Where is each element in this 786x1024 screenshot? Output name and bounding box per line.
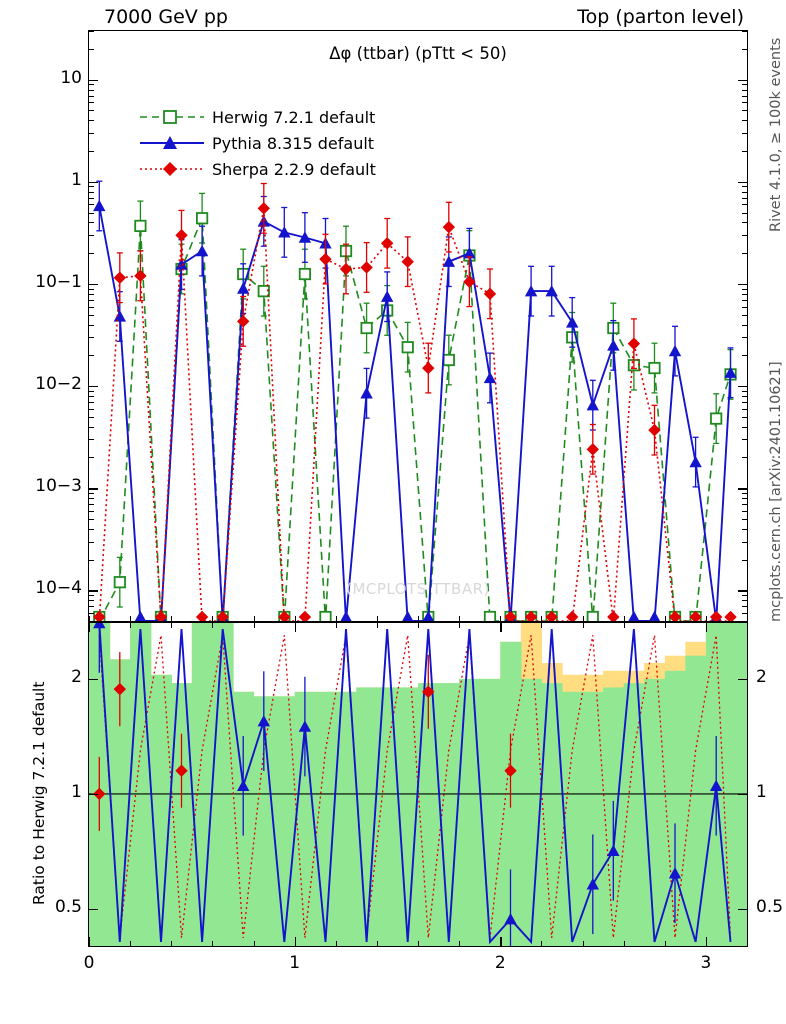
axis-tick — [742, 337, 747, 338]
watermark-label: (MCPLOTS TTBAR) — [346, 580, 490, 598]
axis-tick — [89, 679, 98, 680]
axis-tick — [89, 235, 94, 236]
axis-tick — [418, 623, 419, 628]
header-right: Top (parton level) — [577, 6, 744, 28]
axis-tick — [742, 307, 747, 308]
axis-tick — [89, 613, 94, 614]
axis-tick — [742, 529, 747, 530]
y-tick-label: 1 — [71, 169, 82, 190]
axis-tick — [742, 542, 747, 543]
axis-tick — [500, 937, 501, 946]
axis-tick — [89, 213, 94, 214]
axis-tick — [665, 616, 666, 621]
axis-tick — [295, 616, 296, 621]
axis-tick — [742, 504, 747, 505]
axis-tick — [295, 623, 296, 632]
axis-tick — [583, 941, 584, 946]
axis-tick — [89, 623, 90, 632]
axis-tick — [742, 595, 747, 596]
legend-entry-sherpa — [140, 156, 376, 182]
axis-tick — [89, 294, 94, 295]
axis-tick — [171, 623, 172, 628]
axis-tick — [89, 488, 98, 489]
axis-tick — [459, 941, 460, 946]
axis-tick — [89, 84, 94, 85]
axis-tick — [742, 96, 747, 97]
axis-tick — [254, 623, 255, 628]
axis-tick — [742, 439, 747, 440]
y-tick-label: 10−4 — [35, 578, 82, 599]
mcplots-source-label: mcplots.cern.ch [arXiv:2401.10621] — [768, 361, 784, 622]
x-tick-label: 0 — [83, 953, 95, 973]
axis-tick — [89, 542, 94, 543]
plot-title: Δφ (ttbar) (pTtt < 50) — [329, 44, 507, 63]
axis-tick — [742, 120, 747, 121]
axis-tick — [254, 941, 255, 946]
axis-tick — [89, 590, 98, 591]
axis-tick — [171, 616, 172, 621]
axis-tick — [89, 289, 94, 290]
y-tick-label: 10−2 — [35, 374, 82, 395]
axis-tick — [89, 102, 94, 103]
legend-symbol-pythia — [140, 133, 204, 153]
axis-tick — [89, 133, 94, 134]
legend-symbol-herwig — [140, 107, 204, 127]
axis-tick — [89, 402, 94, 403]
ratio-y-tick-label: 1 — [71, 781, 82, 802]
axis-tick — [742, 49, 747, 50]
legend — [140, 104, 376, 182]
axis-tick — [583, 616, 584, 621]
axis-tick — [89, 337, 94, 338]
axis-tick — [377, 616, 378, 621]
axis-tick — [665, 941, 666, 946]
y-tick-label: 10−3 — [35, 476, 82, 497]
axis-tick — [89, 457, 94, 458]
axis-tick — [89, 110, 94, 111]
axis-tick — [130, 616, 131, 621]
axis-tick — [624, 623, 625, 628]
rivet-version-label: Rivet 4.1.0, ≥ 100k events — [768, 37, 784, 232]
axis-tick — [89, 284, 98, 285]
axis-tick — [89, 186, 94, 187]
axis-tick — [89, 511, 94, 512]
legend-label-herwig: Herwig 7.2.1 default — [212, 107, 376, 127]
legend-symbol-sherpa — [140, 159, 204, 179]
axis-tick — [89, 427, 94, 428]
axis-tick — [377, 623, 378, 628]
axis-tick — [541, 941, 542, 946]
axis-tick — [742, 315, 747, 316]
axis-tick — [89, 600, 94, 601]
axis-tick — [706, 623, 707, 632]
axis-tick — [89, 49, 94, 50]
axis-tick — [89, 409, 94, 410]
axis-tick — [541, 616, 542, 621]
axis-tick — [738, 909, 747, 910]
axis-tick — [665, 623, 666, 628]
axis-tick — [738, 488, 747, 489]
axis-tick — [89, 325, 94, 326]
y-tick-label: 10−1 — [35, 271, 82, 292]
axis-tick — [89, 439, 94, 440]
axis-tick — [742, 621, 747, 622]
axis-tick — [738, 679, 747, 680]
axis-tick — [742, 498, 747, 499]
axis-tick — [89, 621, 94, 622]
axis-tick — [89, 204, 94, 205]
axis-tick — [459, 623, 460, 628]
axis-tick — [742, 186, 747, 187]
axis-tick — [89, 222, 94, 223]
axis-tick — [500, 623, 501, 632]
axis-tick — [742, 102, 747, 103]
axis-tick — [336, 941, 337, 946]
axis-tick — [742, 560, 747, 561]
axis-tick — [706, 616, 707, 621]
legend-label-sherpa: Sherpa 2.2.9 default — [212, 159, 376, 179]
axis-tick — [212, 616, 213, 621]
axis-tick — [742, 417, 747, 418]
axis-tick — [742, 294, 747, 295]
axis-tick — [742, 409, 747, 410]
axis-tick — [89, 315, 94, 316]
axis-tick — [738, 182, 747, 183]
axis-tick — [89, 386, 98, 387]
y-tick-label: 10 — [60, 67, 82, 88]
axis-tick — [738, 794, 747, 795]
axis-tick — [742, 110, 747, 111]
axis-tick — [89, 253, 94, 254]
axis-tick — [742, 606, 747, 607]
legend-entry-herwig — [140, 104, 376, 130]
axis-tick — [500, 616, 501, 621]
axis-tick — [89, 606, 94, 607]
axis-tick — [742, 396, 747, 397]
axis-tick — [89, 182, 98, 183]
axis-tick — [742, 90, 747, 91]
axis-tick — [742, 289, 747, 290]
axis-tick — [89, 417, 94, 418]
axis-tick — [89, 396, 94, 397]
legend-entry-pythia — [140, 130, 376, 156]
axis-tick — [742, 511, 747, 512]
axis-tick — [742, 198, 747, 199]
header-left: 7000 GeV pp — [104, 6, 228, 28]
axis-tick — [742, 213, 747, 214]
ratio-plot-curves — [89, 623, 747, 946]
x-tick-label: 1 — [289, 953, 301, 973]
axis-tick — [742, 253, 747, 254]
axis-tick — [171, 941, 172, 946]
axis-tick — [738, 590, 747, 591]
axis-tick — [89, 300, 94, 301]
axis-tick — [742, 204, 747, 205]
axis-tick — [89, 198, 94, 199]
axis-tick — [89, 937, 90, 946]
ratio-y-tick-label-right: 1 — [756, 781, 767, 802]
axis-tick — [742, 402, 747, 403]
axis-tick — [742, 192, 747, 193]
axis-tick — [336, 616, 337, 621]
axis-tick — [624, 941, 625, 946]
axis-tick — [89, 192, 94, 193]
axis-tick — [89, 90, 94, 91]
axis-tick — [742, 613, 747, 614]
axis-tick — [706, 937, 707, 946]
axis-tick — [130, 941, 131, 946]
axis-tick — [742, 151, 747, 152]
axis-tick — [742, 600, 747, 601]
axis-tick — [130, 623, 131, 628]
x-tick-label: 3 — [700, 953, 712, 973]
ratio-y-tick-label: 2 — [71, 666, 82, 687]
axis-tick — [418, 941, 419, 946]
axis-tick — [89, 307, 94, 308]
axis-tick — [89, 151, 94, 152]
ratio-plot-area — [88, 622, 748, 947]
axis-tick — [738, 284, 747, 285]
axis-tick — [212, 623, 213, 628]
ratio-axis-title: Ratio to Herwig 7.2.1 default — [30, 681, 48, 905]
axis-tick — [742, 325, 747, 326]
axis-tick — [336, 623, 337, 628]
axis-tick — [742, 519, 747, 520]
axis-tick — [742, 31, 747, 32]
ratio-y-tick-label-right: 2 — [756, 666, 767, 687]
axis-tick — [738, 386, 747, 387]
axis-tick — [742, 427, 747, 428]
axis-tick — [89, 529, 94, 530]
x-tick-label: 2 — [494, 953, 506, 973]
axis-tick — [742, 457, 747, 458]
axis-tick — [89, 616, 90, 621]
axis-tick — [89, 595, 94, 596]
axis-tick — [742, 133, 747, 134]
axis-tick — [254, 616, 255, 621]
axis-tick — [742, 391, 747, 392]
axis-tick — [742, 355, 747, 356]
axis-tick — [89, 120, 94, 121]
axis-tick — [377, 941, 378, 946]
axis-tick — [742, 222, 747, 223]
axis-tick — [89, 519, 94, 520]
axis-tick — [742, 300, 747, 301]
axis-tick — [89, 794, 98, 795]
axis-tick — [89, 355, 94, 356]
axis-tick — [89, 560, 94, 561]
axis-tick — [212, 941, 213, 946]
axis-tick — [742, 235, 747, 236]
axis-tick — [742, 493, 747, 494]
axis-tick — [295, 937, 296, 946]
ratio-y-tick-label: 0.5 — [54, 896, 82, 917]
axis-tick — [459, 616, 460, 621]
axis-tick — [89, 96, 94, 97]
axis-tick — [89, 31, 94, 32]
ratio-y-tick-label-right: 0.5 — [756, 896, 784, 917]
axis-tick — [89, 493, 94, 494]
axis-tick — [742, 84, 747, 85]
axis-tick — [89, 909, 98, 910]
axis-tick — [624, 616, 625, 621]
axis-tick — [89, 498, 94, 499]
axis-tick — [89, 80, 98, 81]
axis-tick — [418, 616, 419, 621]
axis-tick — [89, 504, 94, 505]
axis-tick — [738, 80, 747, 81]
axis-tick — [583, 623, 584, 628]
legend-label-pythia: Pythia 8.315 default — [212, 133, 375, 153]
axis-tick — [89, 391, 94, 392]
axis-tick — [541, 623, 542, 628]
